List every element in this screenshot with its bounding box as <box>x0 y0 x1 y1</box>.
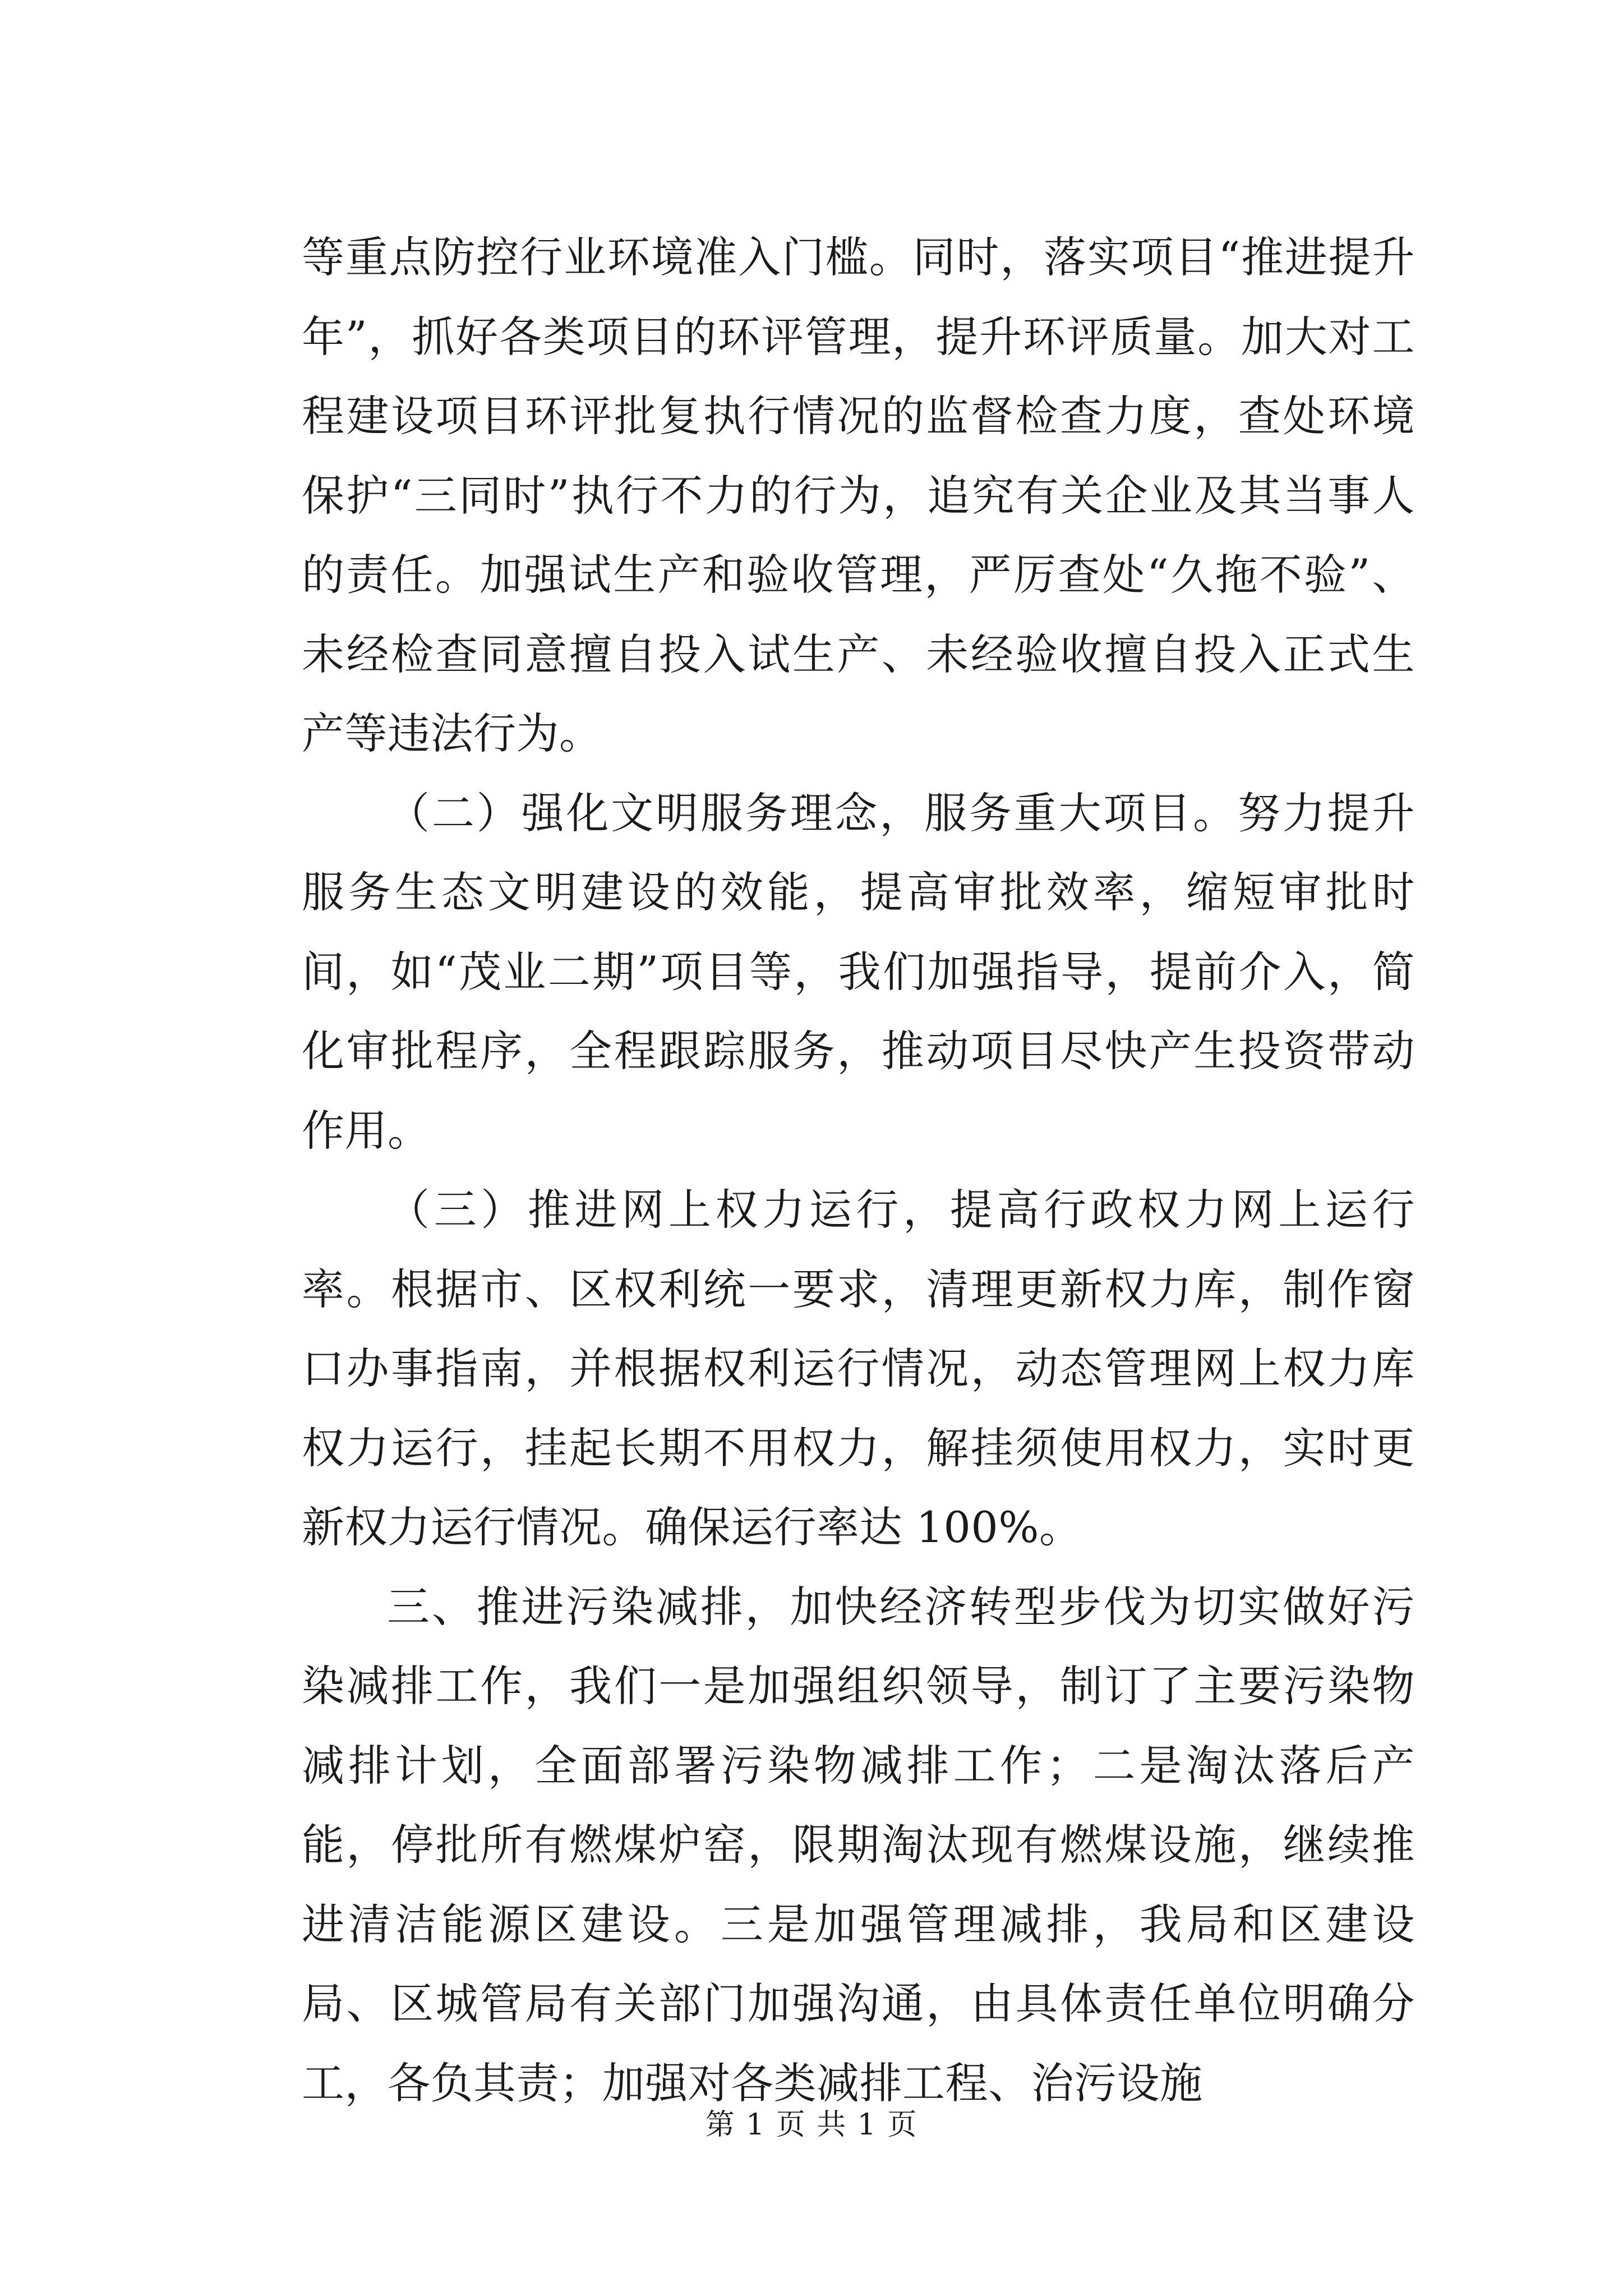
document-body <box>302 218 1415 2123</box>
paragraph-2: （二）强化文明服务理念，服务重大项目。努力提升服务生态文明建设的效能，提高审批效率，缩短审批时间，如“茂业二期”项目等，我们加强指导，提前介入，简化审批程序，全程跟踪服务，推动项目尽快产生投资带动作用。 <box>302 788 1415 1156</box>
paragraph-3: （三）推进网上权力运行，提高行政权力网上运行率。根据市、区权利统一要求，清理更新权力库，制作窗口办事指南，并根据权利运行情况，动态管理网上权力库权力运行，挂起长期不用权力，解挂须使用权力，实时更新权力运行情况。确保运行率达 100%。 <box>302 1185 1415 1552</box>
page-footer: 第 1 页 共 1 页 <box>705 2108 918 2142</box>
paragraph-4: 三、推进污染减排，加快经济转型步伐为切实做好污染减排工作，我们一是加强组织领导，制订了主要污染物减排计划，全面部署污染物减排工作；二是淘汰落后产能，停批所有燃煤炉窑，限期淘汰现有燃煤设施，继续推进清洁能源区建设。三是加强管理减排，我局和区建设局、区城管局有关部门加强沟通，由具体责任单位明确分工，各负其责；加强对各类减排工程、治污设施 <box>302 1581 1415 2108</box>
paragraph-1: 等重点防控行业环境准入门槛。同时，落实项目“推进提升年”，抓好各类项目的环评管理，提升环评质量。加大对工程建设项目环评批复执行情况的监督检查力度，查处环境保护“三同时”执行不力的行为，追究有关企业及其当事人的责任。加强试生产和验收管理，严厉查处“久拖不验”、未经检查同意擅自投入试生产、未经验收擅自投入正式生产等违法行为。 <box>302 232 1415 758</box>
